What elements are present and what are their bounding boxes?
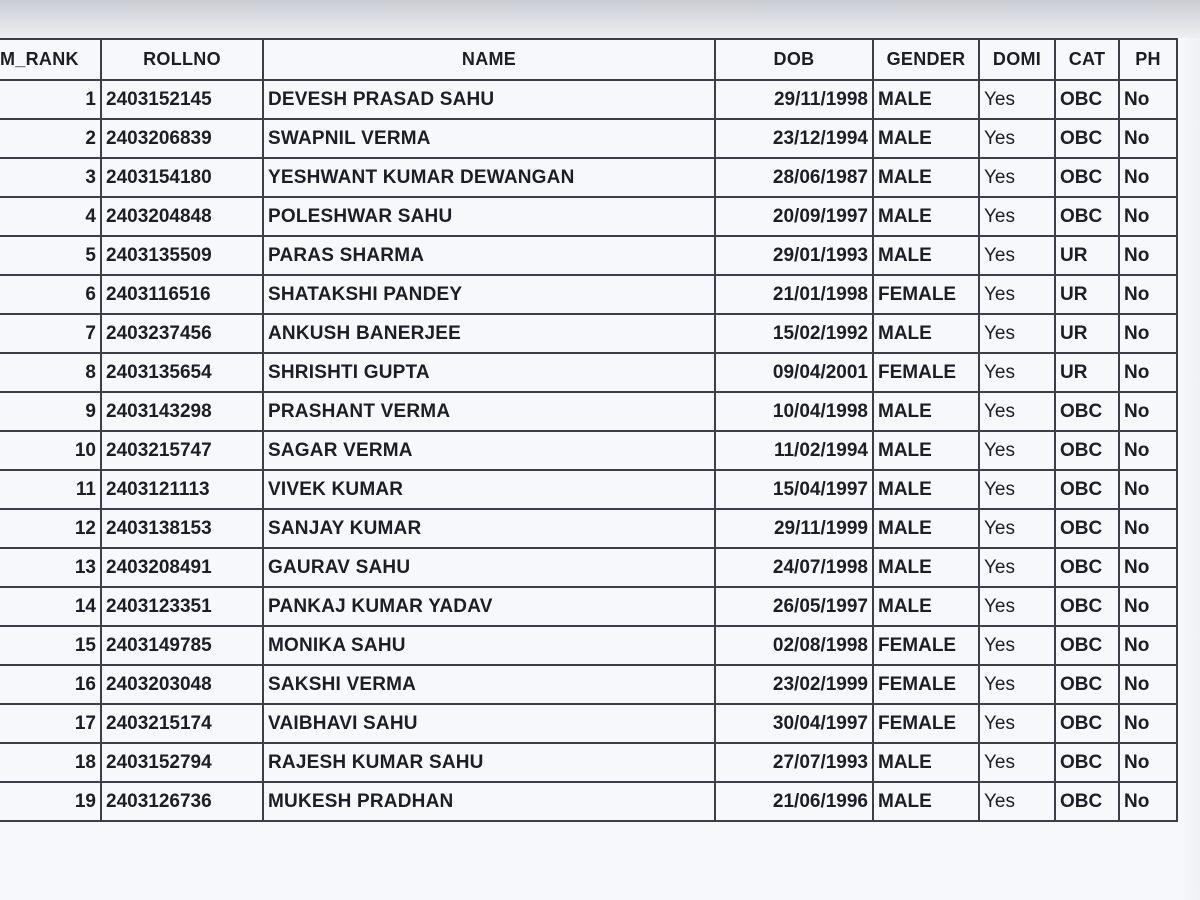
cell-ph: No (1119, 275, 1177, 314)
cell-dob: 10/04/1998 (715, 392, 873, 431)
cell-dob: 23/02/1999 (715, 665, 873, 704)
cell-domi: Yes (979, 626, 1055, 665)
cell-gender: MALE (873, 314, 979, 353)
cell-rank: 19 (0, 782, 101, 821)
table-row (0, 236, 1177, 275)
cell-name: SWAPNIL VERMA (263, 119, 715, 158)
cell-gender: MALE (873, 158, 979, 197)
cell-name: SAGAR VERMA (263, 431, 715, 470)
cell-dob: 09/04/2001 (715, 353, 873, 392)
cell-name: POLESHWAR SAHU (263, 197, 715, 236)
cell-name: RAJESH KUMAR SAHU (263, 743, 715, 782)
cell-rank: 6 (0, 275, 101, 314)
cell-ph: No (1119, 392, 1177, 431)
table-row (0, 587, 1177, 626)
cell-name: YESHWANT KUMAR DEWANGAN (263, 158, 715, 197)
cell-cat: OBC (1055, 782, 1119, 821)
cell-rollno: 2403206839 (101, 119, 263, 158)
cell-name: MUKESH PRADHAN (263, 782, 715, 821)
cell-rank: 18 (0, 743, 101, 782)
cell-domi: Yes (979, 470, 1055, 509)
cell-domi: Yes (979, 236, 1055, 275)
cell-dob: 11/02/1994 (715, 431, 873, 470)
cell-gender: MALE (873, 431, 979, 470)
cell-dob: 27/07/1993 (715, 743, 873, 782)
cell-rollno: 2403154180 (101, 158, 263, 197)
cell-rank: 15 (0, 626, 101, 665)
cell-rollno: 2403149785 (101, 626, 263, 665)
cell-name: SHATAKSHI PANDEY (263, 275, 715, 314)
header-name: NAME (263, 39, 715, 80)
cell-ph: No (1119, 236, 1177, 275)
cell-name: MONIKA SAHU (263, 626, 715, 665)
cell-rollno: 2403152145 (101, 80, 263, 119)
cell-domi: Yes (979, 392, 1055, 431)
cell-dob: 24/07/1998 (715, 548, 873, 587)
cell-cat: OBC (1055, 626, 1119, 665)
cell-cat: OBC (1055, 665, 1119, 704)
cell-rollno: 2403215747 (101, 431, 263, 470)
cell-dob: 15/04/1997 (715, 470, 873, 509)
cell-ph: No (1119, 431, 1177, 470)
table-row (0, 314, 1177, 353)
table-row (0, 197, 1177, 236)
cell-rank: 16 (0, 665, 101, 704)
cell-gender: MALE (873, 743, 979, 782)
cell-domi: Yes (979, 197, 1055, 236)
table-row (0, 743, 1177, 782)
table-row (0, 548, 1177, 587)
cell-dob: 15/02/1992 (715, 314, 873, 353)
cell-cat: OBC (1055, 743, 1119, 782)
table-row (0, 431, 1177, 470)
cell-cat: UR (1055, 275, 1119, 314)
cell-domi: Yes (979, 275, 1055, 314)
cell-cat: OBC (1055, 470, 1119, 509)
cell-domi: Yes (979, 431, 1055, 470)
cell-ph: No (1119, 119, 1177, 158)
cell-dob: 30/04/1997 (715, 704, 873, 743)
cell-cat: UR (1055, 236, 1119, 275)
cell-rollno: 2403237456 (101, 314, 263, 353)
cell-domi: Yes (979, 314, 1055, 353)
merit-list-table (0, 38, 1178, 822)
cell-gender: FEMALE (873, 665, 979, 704)
cell-ph: No (1119, 314, 1177, 353)
cell-name: SHRISHTI GUPTA (263, 353, 715, 392)
cell-cat: UR (1055, 314, 1119, 353)
cell-rollno: 2403135654 (101, 353, 263, 392)
cell-domi: Yes (979, 353, 1055, 392)
table-row (0, 509, 1177, 548)
cell-ph: No (1119, 626, 1177, 665)
header-rank: M_RANK (0, 39, 101, 80)
table-row (0, 392, 1177, 431)
table-row (0, 119, 1177, 158)
header-domi: DOMI (979, 39, 1055, 80)
cell-rollno: 2403135509 (101, 236, 263, 275)
cell-ph: No (1119, 704, 1177, 743)
cell-cat: OBC (1055, 392, 1119, 431)
cell-dob: 21/01/1998 (715, 275, 873, 314)
cell-cat: OBC (1055, 431, 1119, 470)
table-row (0, 782, 1177, 821)
cell-domi: Yes (979, 665, 1055, 704)
cell-rollno: 2403208491 (101, 548, 263, 587)
cell-ph: No (1119, 197, 1177, 236)
cell-name: PARAS SHARMA (263, 236, 715, 275)
cell-domi: Yes (979, 509, 1055, 548)
cell-dob: 20/09/1997 (715, 197, 873, 236)
cell-dob: 02/08/1998 (715, 626, 873, 665)
cell-rollno: 2403203048 (101, 665, 263, 704)
cell-rank: 2 (0, 119, 101, 158)
cell-name: SANJAY KUMAR (263, 509, 715, 548)
cell-dob: 21/06/1996 (715, 782, 873, 821)
table-row (0, 158, 1177, 197)
cell-gender: MALE (873, 236, 979, 275)
cell-dob: 23/12/1994 (715, 119, 873, 158)
cell-gender: MALE (873, 80, 979, 119)
cell-gender: MALE (873, 470, 979, 509)
header-dob: DOB (715, 39, 873, 80)
cell-name: DEVESH PRASAD SAHU (263, 80, 715, 119)
cell-rank: 5 (0, 236, 101, 275)
cell-cat: OBC (1055, 119, 1119, 158)
cell-gender: FEMALE (873, 626, 979, 665)
cell-rollno: 2403138153 (101, 509, 263, 548)
cell-cat: OBC (1055, 548, 1119, 587)
cell-name: VIVEK KUMAR (263, 470, 715, 509)
cell-dob: 28/06/1987 (715, 158, 873, 197)
cell-dob: 29/01/1993 (715, 236, 873, 275)
table-body (0, 80, 1177, 821)
cell-rollno: 2403152794 (101, 743, 263, 782)
cell-domi: Yes (979, 704, 1055, 743)
cell-domi: Yes (979, 743, 1055, 782)
cell-cat: OBC (1055, 509, 1119, 548)
table-row (0, 275, 1177, 314)
cell-rank: 13 (0, 548, 101, 587)
cell-domi: Yes (979, 119, 1055, 158)
cell-name: PRASHANT VERMA (263, 392, 715, 431)
cell-rank: 11 (0, 470, 101, 509)
cell-rank: 8 (0, 353, 101, 392)
cell-rank: 12 (0, 509, 101, 548)
cell-domi: Yes (979, 587, 1055, 626)
cell-name: VAIBHAVI SAHU (263, 704, 715, 743)
cell-ph: No (1119, 470, 1177, 509)
table-row (0, 665, 1177, 704)
header-row (0, 39, 1177, 80)
header-rollno: ROLLNO (101, 39, 263, 80)
cell-rollno: 2403204848 (101, 197, 263, 236)
cell-cat: OBC (1055, 197, 1119, 236)
cell-ph: No (1119, 158, 1177, 197)
cell-ph: No (1119, 743, 1177, 782)
cell-domi: Yes (979, 158, 1055, 197)
table-header (0, 39, 1177, 80)
cell-rollno: 2403123351 (101, 587, 263, 626)
cell-rollno: 2403143298 (101, 392, 263, 431)
cell-ph: No (1119, 665, 1177, 704)
cell-name: SAKSHI VERMA (263, 665, 715, 704)
cell-gender: MALE (873, 119, 979, 158)
cell-rank: 10 (0, 431, 101, 470)
cell-gender: MALE (873, 197, 979, 236)
cell-gender: MALE (873, 509, 979, 548)
cell-rollno: 2403116516 (101, 275, 263, 314)
cell-cat: OBC (1055, 704, 1119, 743)
cell-name: GAURAV SAHU (263, 548, 715, 587)
cell-domi: Yes (979, 80, 1055, 119)
cell-cat: OBC (1055, 158, 1119, 197)
cell-cat: UR (1055, 353, 1119, 392)
cell-gender: FEMALE (873, 353, 979, 392)
cell-ph: No (1119, 509, 1177, 548)
cell-domi: Yes (979, 782, 1055, 821)
cell-rank: 4 (0, 197, 101, 236)
table-row (0, 704, 1177, 743)
cell-gender: MALE (873, 548, 979, 587)
cell-dob: 29/11/1999 (715, 509, 873, 548)
cell-rank: 3 (0, 158, 101, 197)
table-row (0, 626, 1177, 665)
cell-ph: No (1119, 353, 1177, 392)
cell-gender: MALE (873, 392, 979, 431)
cell-rollno: 2403121113 (101, 470, 263, 509)
table-row (0, 470, 1177, 509)
table-row (0, 353, 1177, 392)
header-ph: PH (1119, 39, 1177, 80)
cell-gender: FEMALE (873, 275, 979, 314)
cell-rank: 17 (0, 704, 101, 743)
header-cat: CAT (1055, 39, 1119, 80)
cell-rank: 14 (0, 587, 101, 626)
cell-ph: No (1119, 80, 1177, 119)
cell-ph: No (1119, 587, 1177, 626)
cell-ph: No (1119, 548, 1177, 587)
cell-name: ANKUSH BANERJEE (263, 314, 715, 353)
cell-dob: 29/11/1998 (715, 80, 873, 119)
cell-rank: 9 (0, 392, 101, 431)
cell-rank: 7 (0, 314, 101, 353)
cell-gender: MALE (873, 587, 979, 626)
cell-rollno: 2403215174 (101, 704, 263, 743)
table-row (0, 80, 1177, 119)
cell-gender: MALE (873, 782, 979, 821)
cell-dob: 26/05/1997 (715, 587, 873, 626)
cell-ph: No (1119, 782, 1177, 821)
cell-name: PANKAJ KUMAR YADAV (263, 587, 715, 626)
header-gender: GENDER (873, 39, 979, 80)
cell-cat: OBC (1055, 80, 1119, 119)
cell-cat: OBC (1055, 587, 1119, 626)
cell-rollno: 2403126736 (101, 782, 263, 821)
cell-gender: FEMALE (873, 704, 979, 743)
cell-rank: 1 (0, 80, 101, 119)
cell-domi: Yes (979, 548, 1055, 587)
